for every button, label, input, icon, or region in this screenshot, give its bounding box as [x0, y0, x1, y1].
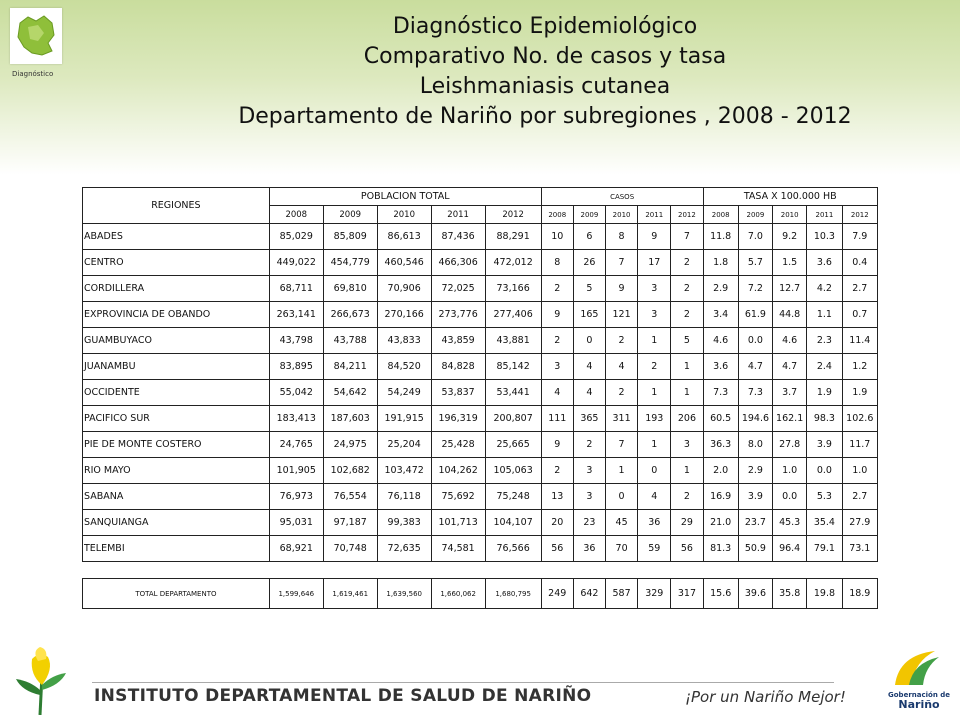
table-body: [83, 224, 878, 562]
rate-cell: 11.8: [703, 224, 738, 250]
cases-cell: 0: [606, 484, 638, 510]
pop-cell: 187,603: [323, 406, 377, 432]
rate-cell: 27.9: [842, 510, 877, 536]
pop-cell: 85,142: [485, 354, 541, 380]
cases-cell: 165: [573, 302, 605, 328]
rate-cell: 4.2: [807, 276, 842, 302]
cases-cell: 2: [671, 484, 703, 510]
region-cell: JUANAMBU: [83, 354, 270, 380]
total-cases-cell: 587: [606, 579, 638, 609]
flower-logo-icon: [10, 645, 70, 715]
pop-cell: 43,798: [269, 328, 323, 354]
rate-cell: 3.6: [703, 354, 738, 380]
table-row: [83, 328, 878, 354]
cases-cell: 1: [671, 458, 703, 484]
cases-cell: 121: [606, 302, 638, 328]
rate-cell: 96.4: [773, 536, 807, 562]
pop-cell: 183,413: [269, 406, 323, 432]
page-title: [130, 12, 960, 132]
rate-cell: 1.9: [807, 380, 842, 406]
region-cell: OCCIDENTE: [83, 380, 270, 406]
rate-cell: 98.3: [807, 406, 842, 432]
rate-cell: 1.5: [773, 250, 807, 276]
gobernacion-logo-icon: [885, 645, 945, 689]
region-cell: RIO MAYO: [83, 458, 270, 484]
region-cell: PIE DE MONTE COSTERO: [83, 432, 270, 458]
rate-cell: 44.8: [773, 302, 807, 328]
cases-cell: 6: [573, 224, 605, 250]
cases-cell: 193: [638, 406, 671, 432]
table-row: [83, 510, 878, 536]
pop-cell: 196,319: [431, 406, 485, 432]
pop-cell: 86,613: [377, 224, 431, 250]
cases-cell: 36: [573, 536, 605, 562]
total-pop-cell: 1,680,795: [485, 579, 541, 609]
rate-cell: 81.3: [703, 536, 738, 562]
cases-cell: 9: [638, 224, 671, 250]
rate-cell: 3.9: [738, 484, 772, 510]
cases-cell: 36: [638, 510, 671, 536]
rate-cell: 79.1: [807, 536, 842, 562]
pop-cell: 76,118: [377, 484, 431, 510]
rate-cell: 11.4: [842, 328, 877, 354]
cases-cell: 4: [541, 380, 573, 406]
rate-cell: 1.1: [807, 302, 842, 328]
rate-cell: 194.6: [738, 406, 772, 432]
cases-cell: 5: [573, 276, 605, 302]
cases-cell: 1: [671, 354, 703, 380]
cases-year-header: 2009: [573, 206, 605, 224]
total-cases-cell: 317: [671, 579, 703, 609]
pop-cell: 76,566: [485, 536, 541, 562]
pop-cell: 85,809: [323, 224, 377, 250]
table-row: [83, 354, 878, 380]
rate-cell: 102.6: [842, 406, 877, 432]
rate-cell: 7.3: [738, 380, 772, 406]
title-line-1: Diagnóstico Epidemiológico: [392, 14, 698, 39]
title-line-3: Leishmaniasis cutanea: [419, 74, 671, 99]
rate-cell: 2.3: [807, 328, 842, 354]
rate-cell: 5.7: [738, 250, 772, 276]
total-cases-cell: 329: [638, 579, 671, 609]
pop-cell: 72,635: [377, 536, 431, 562]
cases-cell: 13: [541, 484, 573, 510]
pop-cell: 104,262: [431, 458, 485, 484]
cases-cell: 3: [671, 432, 703, 458]
pop-cell: 25,665: [485, 432, 541, 458]
total-pop-cell: 1,639,560: [377, 579, 431, 609]
region-cell: GUAMBUYACO: [83, 328, 270, 354]
pop-year-header: 2010: [377, 206, 431, 224]
rate-cell: 4.6: [773, 328, 807, 354]
cases-group-header: CASOS: [541, 188, 703, 206]
col-regions-header: REGIONES: [83, 188, 270, 224]
rate-cell: 4.7: [738, 354, 772, 380]
rate-cell: 2.9: [738, 458, 772, 484]
rate-cell: 60.5: [703, 406, 738, 432]
cases-cell: 23: [573, 510, 605, 536]
rate-cell: 8.0: [738, 432, 772, 458]
total-rate-cell: 15.6: [703, 579, 738, 609]
rate-group-header: TASA X 100.000 HB: [703, 188, 877, 206]
table-row: [83, 458, 878, 484]
title-line-2: Comparativo No. de casos y tasa: [363, 44, 727, 69]
cases-cell: 2: [606, 328, 638, 354]
pop-cell: 263,141: [269, 302, 323, 328]
pop-cell: 75,248: [485, 484, 541, 510]
pop-cell: 76,554: [323, 484, 377, 510]
cases-cell: 4: [573, 354, 605, 380]
pop-cell: 75,692: [431, 484, 485, 510]
cases-cell: 8: [606, 224, 638, 250]
pop-cell: 72,025: [431, 276, 485, 302]
pop-cell: 191,915: [377, 406, 431, 432]
cases-cell: 9: [606, 276, 638, 302]
rate-year-header: 2010: [773, 206, 807, 224]
cases-cell: 7: [606, 250, 638, 276]
rate-cell: 4.6: [703, 328, 738, 354]
region-cell: CENTRO: [83, 250, 270, 276]
pop-cell: 105,063: [485, 458, 541, 484]
cases-cell: 365: [573, 406, 605, 432]
rate-cell: 11.7: [842, 432, 877, 458]
cases-cell: 9: [541, 432, 573, 458]
pop-cell: 25,428: [431, 432, 485, 458]
region-cell: PACIFICO SUR: [83, 406, 270, 432]
pop-cell: 43,833: [377, 328, 431, 354]
rate-year-header: 2012: [842, 206, 877, 224]
rate-cell: 0.0: [807, 458, 842, 484]
pop-cell: 97,187: [323, 510, 377, 536]
total-label-cell: TOTAL DEPARTAMENTO: [83, 579, 270, 609]
pop-cell: 460,546: [377, 250, 431, 276]
pop-cell: 104,107: [485, 510, 541, 536]
pop-cell: 266,673: [323, 302, 377, 328]
cases-cell: 1: [638, 380, 671, 406]
pop-cell: 25,204: [377, 432, 431, 458]
rate-year-header: 2008: [703, 206, 738, 224]
pop-cell: 472,012: [485, 250, 541, 276]
rate-cell: 2.9: [703, 276, 738, 302]
institution-name: INSTITUTO DEPARTAMENTAL DE SALUD DE NARIÑO: [94, 686, 592, 706]
cases-cell: 59: [638, 536, 671, 562]
rate-year-header: 2011: [807, 206, 842, 224]
rate-cell: 16.9: [703, 484, 738, 510]
pop-cell: 68,921: [269, 536, 323, 562]
pop-cell: 24,975: [323, 432, 377, 458]
rate-cell: 5.3: [807, 484, 842, 510]
pop-cell: 43,859: [431, 328, 485, 354]
pop-cell: 273,776: [431, 302, 485, 328]
pop-cell: 68,711: [269, 276, 323, 302]
pop-cell: 270,166: [377, 302, 431, 328]
gob-line-1: Gobernación de: [888, 691, 951, 699]
pop-cell: 43,788: [323, 328, 377, 354]
region-cell: ABADES: [83, 224, 270, 250]
total-rate-cell: 19.8: [807, 579, 842, 609]
cases-cell: 20: [541, 510, 573, 536]
rate-cell: 1.0: [842, 458, 877, 484]
rate-cell: 73.1: [842, 536, 877, 562]
pop-cell: 84,211: [323, 354, 377, 380]
pop-cell: 70,748: [323, 536, 377, 562]
cases-year-header: 2010: [606, 206, 638, 224]
cases-year-header: 2008: [541, 206, 573, 224]
cases-cell: 0: [638, 458, 671, 484]
title-line-4: Departamento de Nariño por subregiones , 2008 - 2012: [238, 104, 852, 129]
cases-year-header: 2011: [638, 206, 671, 224]
cases-cell: 2: [573, 432, 605, 458]
rate-cell: 2.0: [703, 458, 738, 484]
rate-cell: 35.4: [807, 510, 842, 536]
cases-cell: 5: [671, 328, 703, 354]
pop-year-header: 2012: [485, 206, 541, 224]
cases-cell: 29: [671, 510, 703, 536]
pop-cell: 101,713: [431, 510, 485, 536]
rate-cell: 1.8: [703, 250, 738, 276]
rate-cell: 2.7: [842, 484, 877, 510]
rate-cell: 27.8: [773, 432, 807, 458]
cases-cell: 2: [541, 276, 573, 302]
pop-year-header: 2008: [269, 206, 323, 224]
cases-table: [82, 187, 878, 562]
cases-cell: 1: [638, 432, 671, 458]
rate-cell: 3.9: [807, 432, 842, 458]
table-row: [83, 250, 878, 276]
pop-cell: 53,837: [431, 380, 485, 406]
cases-cell: 311: [606, 406, 638, 432]
table-row: [83, 536, 878, 562]
table-row: [83, 432, 878, 458]
pop-cell: 103,472: [377, 458, 431, 484]
cases-cell: 70: [606, 536, 638, 562]
total-pop-cell: 1,599,646: [269, 579, 323, 609]
footer-divider: [92, 682, 834, 683]
pop-cell: 84,520: [377, 354, 431, 380]
rate-year-header: 2009: [738, 206, 772, 224]
gob-line-2: Nariño: [898, 698, 940, 711]
cases-cell: 3: [573, 458, 605, 484]
narino-map-icon: [14, 13, 58, 59]
pop-cell: 101,905: [269, 458, 323, 484]
department-map-logo: [10, 8, 62, 64]
pop-cell: 70,906: [377, 276, 431, 302]
cases-cell: 3: [638, 302, 671, 328]
slogan: ¡Por un Nariño Mejor!: [685, 688, 846, 706]
cases-cell: 45: [606, 510, 638, 536]
pop-cell: 76,973: [269, 484, 323, 510]
rate-cell: 3.7: [773, 380, 807, 406]
pop-cell: 53,441: [485, 380, 541, 406]
pop-cell: 87,436: [431, 224, 485, 250]
pop-year-header: 2009: [323, 206, 377, 224]
region-cell: EXPROVINCIA DE OBANDO: [83, 302, 270, 328]
rate-cell: 0.4: [842, 250, 877, 276]
rate-cell: 7.3: [703, 380, 738, 406]
rate-cell: 50.9: [738, 536, 772, 562]
cases-cell: 2: [541, 328, 573, 354]
cases-cell: 3: [541, 354, 573, 380]
cases-cell: 2: [638, 354, 671, 380]
cases-cell: 17: [638, 250, 671, 276]
header-row-groups: [83, 188, 878, 206]
rate-cell: 45.3: [773, 510, 807, 536]
table-row: [83, 484, 878, 510]
cases-cell: 7: [671, 224, 703, 250]
pop-cell: 85,029: [269, 224, 323, 250]
rate-cell: 0.0: [738, 328, 772, 354]
pop-cell: 83,895: [269, 354, 323, 380]
total-body: [83, 579, 878, 609]
total-rate-cell: 18.9: [842, 579, 877, 609]
rate-cell: 23.7: [738, 510, 772, 536]
cases-cell: 1: [671, 380, 703, 406]
gobernacion-text: [888, 691, 950, 709]
cases-cell: 10: [541, 224, 573, 250]
rate-cell: 10.3: [807, 224, 842, 250]
logo-caption: Diagnóstico: [12, 70, 54, 78]
rate-cell: 1.0: [773, 458, 807, 484]
cases-cell: 1: [638, 328, 671, 354]
cases-year-header: 2012: [671, 206, 703, 224]
rate-cell: 7.2: [738, 276, 772, 302]
pop-cell: 88,291: [485, 224, 541, 250]
total-rate-cell: 35.8: [773, 579, 807, 609]
total-table: [82, 578, 878, 609]
region-cell: SABANA: [83, 484, 270, 510]
pop-cell: 277,406: [485, 302, 541, 328]
cases-cell: 0: [573, 328, 605, 354]
rate-cell: 162.1: [773, 406, 807, 432]
pop-cell: 54,642: [323, 380, 377, 406]
cases-cell: 2: [671, 276, 703, 302]
pop-cell: 55,042: [269, 380, 323, 406]
pop-cell: 54,249: [377, 380, 431, 406]
cases-cell: 2: [671, 302, 703, 328]
table-row: [83, 380, 878, 406]
pop-cell: 24,765: [269, 432, 323, 458]
cases-cell: 4: [638, 484, 671, 510]
total-row: [83, 579, 878, 609]
total-pop-cell: 1,660,062: [431, 579, 485, 609]
cases-cell: 7: [606, 432, 638, 458]
table-row: [83, 276, 878, 302]
pop-cell: 43,881: [485, 328, 541, 354]
cases-cell: 206: [671, 406, 703, 432]
pop-cell: 95,031: [269, 510, 323, 536]
rate-cell: 61.9: [738, 302, 772, 328]
table-row: [83, 224, 878, 250]
cases-cell: 2: [541, 458, 573, 484]
rate-cell: 2.4: [807, 354, 842, 380]
pop-year-header: 2011: [431, 206, 485, 224]
cases-cell: 8: [541, 250, 573, 276]
total-cases-cell: 249: [541, 579, 573, 609]
region-cell: CORDILLERA: [83, 276, 270, 302]
rate-cell: 4.7: [773, 354, 807, 380]
rate-cell: 2.7: [842, 276, 877, 302]
pop-cell: 74,581: [431, 536, 485, 562]
rate-cell: 0.7: [842, 302, 877, 328]
rate-cell: 0.0: [773, 484, 807, 510]
pop-cell: 200,807: [485, 406, 541, 432]
cases-cell: 2: [671, 250, 703, 276]
rate-cell: 12.7: [773, 276, 807, 302]
cases-cell: 4: [573, 380, 605, 406]
rate-cell: 21.0: [703, 510, 738, 536]
rate-cell: 3.6: [807, 250, 842, 276]
cases-cell: 3: [638, 276, 671, 302]
region-cell: TELEMBI: [83, 536, 270, 562]
pop-cell: 102,682: [323, 458, 377, 484]
cases-cell: 111: [541, 406, 573, 432]
cases-cell: 9: [541, 302, 573, 328]
cases-cell: 3: [573, 484, 605, 510]
pop-cell: 466,306: [431, 250, 485, 276]
region-cell: SANQUIANGA: [83, 510, 270, 536]
cases-cell: 4: [606, 354, 638, 380]
pop-cell: 69,810: [323, 276, 377, 302]
pop-cell: 99,383: [377, 510, 431, 536]
rate-cell: 3.4: [703, 302, 738, 328]
table-row: [83, 302, 878, 328]
pop-cell: 73,166: [485, 276, 541, 302]
cases-cell: 2: [606, 380, 638, 406]
rate-cell: 7.0: [738, 224, 772, 250]
pop-cell: 449,022: [269, 250, 323, 276]
rate-cell: 36.3: [703, 432, 738, 458]
cases-cell: 56: [541, 536, 573, 562]
total-rate-cell: 39.6: [738, 579, 772, 609]
total-pop-cell: 1,619,461: [323, 579, 377, 609]
total-cases-cell: 642: [573, 579, 605, 609]
rate-cell: 9.2: [773, 224, 807, 250]
rate-cell: 1.9: [842, 380, 877, 406]
rate-cell: 1.2: [842, 354, 877, 380]
cases-cell: 1: [606, 458, 638, 484]
rate-cell: 7.9: [842, 224, 877, 250]
pop-cell: 84,828: [431, 354, 485, 380]
population-group-header: POBLACION TOTAL: [269, 188, 541, 206]
pop-cell: 454,779: [323, 250, 377, 276]
cases-cell: 26: [573, 250, 605, 276]
cases-cell: 56: [671, 536, 703, 562]
table-row: [83, 406, 878, 432]
